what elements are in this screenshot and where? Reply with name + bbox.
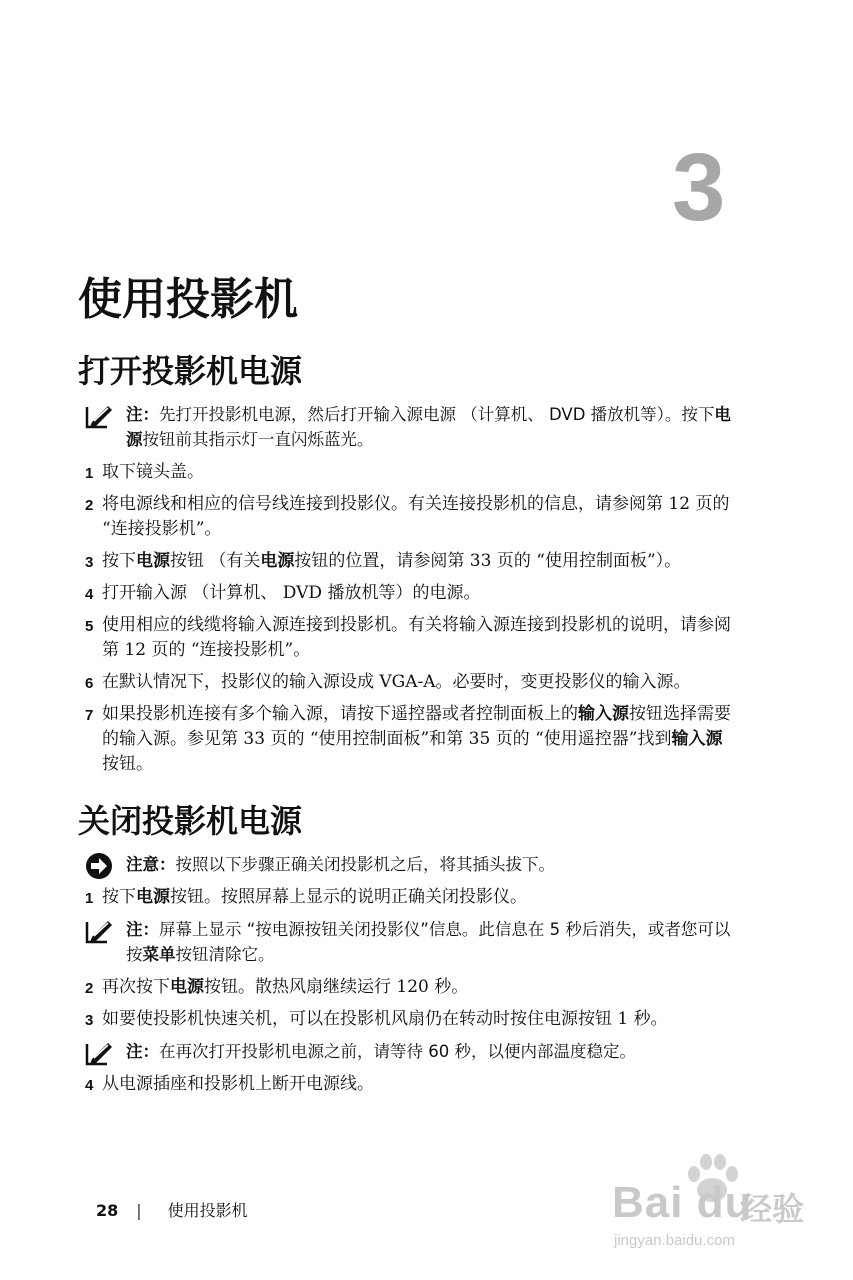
watermark-url: jingyan.baidu.com	[614, 1232, 735, 1249]
page-footer	[96, 1200, 248, 1222]
footer-separator: |	[136, 1201, 142, 1220]
note-block	[78, 402, 738, 452]
section-heading: 关闭投影机电源	[78, 802, 303, 840]
section-heading: 打开投影机电源	[78, 352, 303, 390]
list-item: 3 如要使投影机快速关机，可以在投影机风扇仍在转动时按住电源按钮 1 秒。	[85, 1009, 668, 1029]
list-item: 4 打开输入源 （计算机、 DVD 播放机等）的电源。	[85, 583, 481, 603]
arrow-caution-icon	[84, 852, 114, 880]
list-item: 1 按下电源按钮。按照屏幕上显示的说明正确关闭投影仪。	[85, 887, 527, 907]
note-block	[78, 917, 738, 967]
section-power-off	[78, 800, 738, 1104]
note-block	[78, 1039, 738, 1064]
list-item: 2 再次按下电源按钮。散热风扇继续运行 120 秒。	[85, 977, 469, 997]
list-item: 4 从电源插座和投影机上断开电源线。	[85, 1074, 374, 1094]
list-item: 3 按下电源按钮 （有关电源按钮的位置，请参阅第 33 页的 “使用控制面板”）。	[85, 551, 682, 571]
watermark-brand: 经验	[740, 1191, 805, 1227]
pencil-note-icon	[84, 402, 114, 430]
list-item: 1 取下镜头盖。	[85, 462, 204, 482]
pencil-note-icon	[84, 917, 114, 945]
pencil-note-icon	[84, 1039, 114, 1067]
chapter-number: 3	[672, 134, 726, 241]
list-item: 2 将电源线和相应的信号线连接到投影仪。有关连接投影机的信息，请参阅第 12 页的 “连接投影机”。	[85, 494, 730, 539]
note-text: 注：在再次打开投影机电源之前，请等待 60 秒，以便内部温度稳定。	[126, 1042, 636, 1061]
caution-block	[78, 852, 738, 877]
section-power-on	[78, 350, 738, 784]
steps-list	[78, 460, 738, 777]
caution-text: 注意：按照以下步骤正确关闭投影机之后，将其插头拔下。	[126, 855, 555, 874]
note-text: 注：屏幕上显示 “按电源按钮关闭投影仪”信息。此信息在 5 秒后消失，或者您可以按菜单按钮清除它。	[126, 920, 731, 964]
list-item: 6 在默认情况下，投影仪的输入源设成 VGA-A。必要时，变更投影仪的输入源。	[85, 672, 691, 692]
footer-title: 使用投影机	[167, 1201, 248, 1220]
page-title: 使用投影机	[78, 274, 298, 325]
note-text: 注：先打开投影机电源，然后打开输入源电源 （计算机、 DVD 播放机等）。按下电源按钮前其指示灯一直闪烁蓝光。	[126, 405, 731, 449]
list-item: 7 如果投影机连接有多个输入源，请按下遥控器或者控制面板上的输入源按钮选择需要的输入源。参见第 33 页的 “使用控制面板”和第 35 页的 “使用遥控器”找到输入源按钮。	[85, 704, 731, 774]
watermark-logo: Bai du	[612, 1178, 753, 1227]
list-item: 5 使用相应的线缆将输入源连接到投影机。有关将输入源连接到投影机的说明，请参阅第 12 页的 “连接投影机”。	[85, 615, 731, 660]
page-number: 28	[96, 1201, 119, 1220]
baidu-watermark	[606, 1150, 806, 1250]
